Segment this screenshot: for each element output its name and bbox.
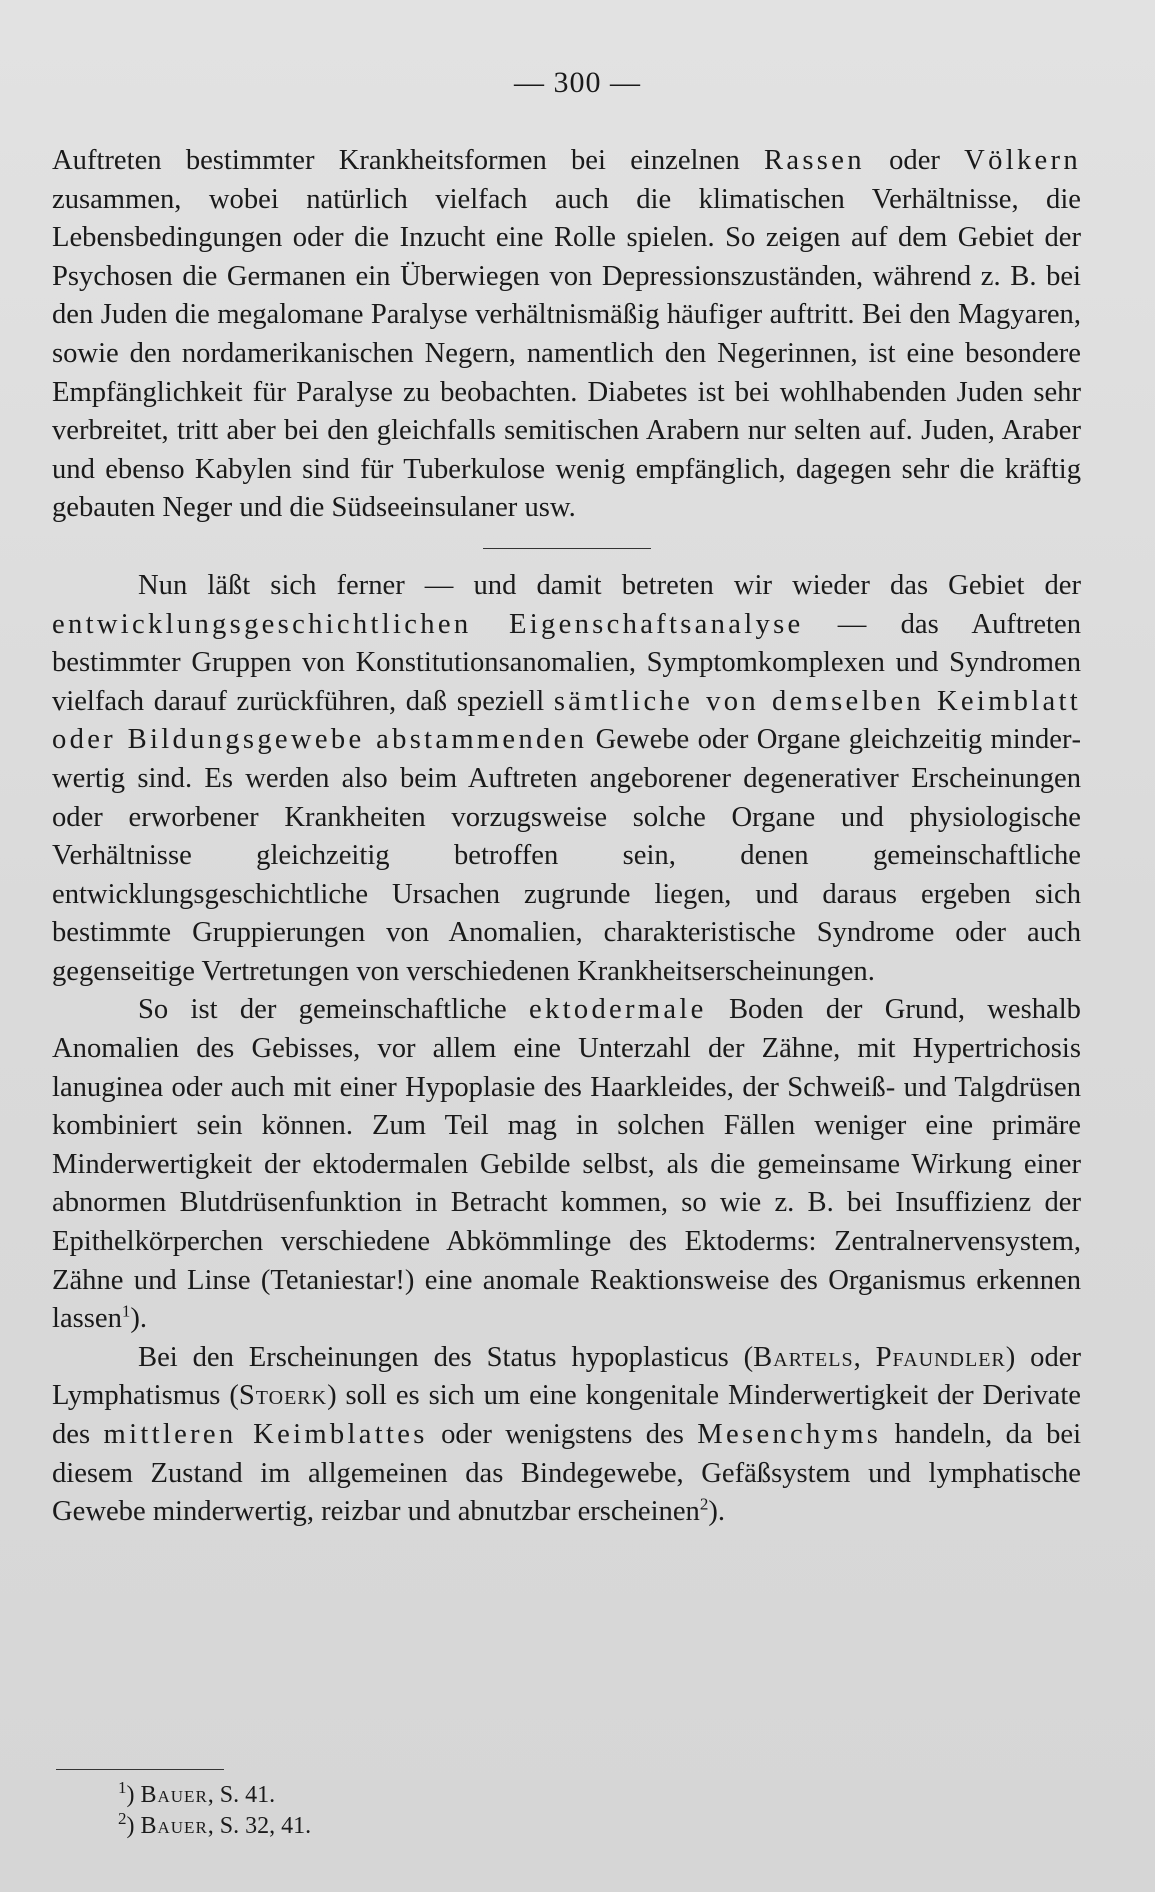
- text-run: ) oder Lymphatismus (: [52, 1341, 1081, 1412]
- author-name: Bauer: [140, 1813, 208, 1839]
- paragraph-1: [52, 142, 1081, 528]
- footnote-2: [118, 1811, 311, 1842]
- text-run: Boden der Grund, weshalb Anomalien des Gebisses, vor allem eine Unterzahl der Zähne, mit Hypertrichosis lanuginea oder auch mit einer Hypoplasie des Haarkleides, der Schweiß- und Talgdrüsen kombiniert sein können. Zum Teil mag in solchen Fällen weniger eine primäre Minderwertigkeit der ektodermalen Gebilde selbst, als die gemeinsame Wirkung einer abnormen Blutdrüsenfunktion in Betracht kommen, so wie z. B. bei Insuffizienz der Epithelkörperchen verschiedene Abkömmlinge des Ektoderms: Zentralnervensystem, Zähne und Linse (Tetaniestar!) eine anomale Reaktionsweise des Organismus erkennen lassen: [52, 994, 1081, 1335]
- spaced-term: mittleren Keimblattes: [103, 1419, 428, 1450]
- text-run: ).: [130, 1303, 148, 1335]
- text-run: — das Auftreten bestimmter Gruppen von Konstitutionsanomalien, Symptomkomplexen und Syndromen vielfach darauf zurückführen, daß speziell: [52, 608, 1081, 717]
- footnote-rule: [56, 1769, 224, 1770]
- text-run: oder wenigstens des: [441, 1419, 684, 1450]
- spaced-term: Mesenchyms: [697, 1419, 882, 1450]
- section-divider: [483, 548, 651, 549]
- text-run: Nun läßt sich ferner — und damit betreten wir wieder das Gebiet der: [138, 569, 1081, 601]
- text-run: oder: [889, 145, 940, 176]
- spaced-term: ektodermale: [529, 994, 707, 1026]
- author-name: Bauer: [140, 1782, 208, 1808]
- footnote-text: , S. 41.: [207, 1782, 276, 1808]
- text-run: ).: [708, 1496, 725, 1528]
- author-name: Pfaundler: [875, 1341, 1006, 1373]
- text-run: So ist der gemeinschaftliche: [138, 994, 507, 1026]
- footnote-paren: ): [126, 1782, 135, 1808]
- spaced-term: sämtliche von demselben Keimblatt oder Bildungsgewebe abstammenden: [52, 685, 1081, 756]
- text-run: Bei den Erscheinungen des Status hypoplasticus (: [138, 1341, 754, 1373]
- author-name: Bartels: [753, 1341, 854, 1373]
- paragraph-3: [52, 991, 1081, 1338]
- spaced-term: Völkern: [964, 145, 1081, 176]
- text-run: Gewebe oder Organe gleichzeitig minderwertig sind. Es werden also beim Auftreten angeborener degenerativer Erscheinungen oder erworbener Krankheiten vorzugsweise solche Organe und physiologische Verhältnisse gleichzeitig betroffen sein, denen gemeinschaftliche entwicklungsgeschichtliche Ursachen zugrunde liegen, und daraus ergeben sich bestimmte Gruppierungen von Anomalien, charakteristische Syndrome oder auch gegenseitige Vertretungen von verschiedenen Krankheitserscheinungen.: [52, 724, 1081, 987]
- author-name: Stoerk: [238, 1380, 328, 1412]
- text-run: zusammen, wobei natürlich vielfach auch die klimatischen Verhältnisse, die Lebensbedingungen oder die Inzucht eine Rolle spielen. So zeigen auf dem Gebiet der Psychosen die Germanen ein Überwiegen von Depressionszuständen, während z. B. bei den Juden die megalomane Paralyse verhältnismäßig häufiger auftritt. Bei den Magyaren, sowie den nordamerikanischen Negern, namentlich den Negerinnen, ist eine besondere Empfänglichkeit für Paralyse zu beobachten. Diabetes ist bei wohlhabenden Juden sehr verbreitet, tritt aber bei den gleichfalls semitischen Arabern nur selten auf. Juden, Araber und ebenso Kabylen sind für Tuberkulose wenig empfänglich, dagegen sehr die kräftig gebauten Neger und die Südseeinsulaner usw.: [52, 183, 1081, 524]
- page-number: — 300 —: [514, 66, 641, 99]
- footnote-marker: 1: [118, 1778, 127, 1797]
- main-text: [52, 142, 1081, 1532]
- footnote-ref-1[interactable]: 1: [121, 1301, 131, 1321]
- text-run: handeln, da bei diesem Zustand im allgemeinen das Bindegewebe, Gefäßsystem und lymphatische Gewebe minderwertig, reizbar und abnutzbar erscheinen: [52, 1419, 1082, 1528]
- footnotes: [118, 1780, 311, 1842]
- paragraph-4: [52, 1339, 1081, 1532]
- footnote-ref-2[interactable]: 2: [699, 1494, 709, 1514]
- footnote-text: , S. 32, 41.: [207, 1813, 312, 1839]
- footnote-marker: 2: [118, 1809, 127, 1828]
- spaced-term: entwicklungsgeschichtlichen Eigenschaftsanalyse: [52, 608, 804, 640]
- text-run: ) soll es sich um eine kongenitale Minderwertigkeit der Derivate des: [52, 1380, 1081, 1450]
- spaced-term: Rassen: [764, 145, 865, 176]
- text-run: ,: [853, 1341, 876, 1373]
- footnote-paren: ): [126, 1813, 135, 1839]
- paragraph-2: [52, 567, 1081, 992]
- text-run: Auftreten bestimmter Krankheitsformen bei einzelnen: [52, 145, 740, 176]
- footnote-1: [118, 1780, 311, 1811]
